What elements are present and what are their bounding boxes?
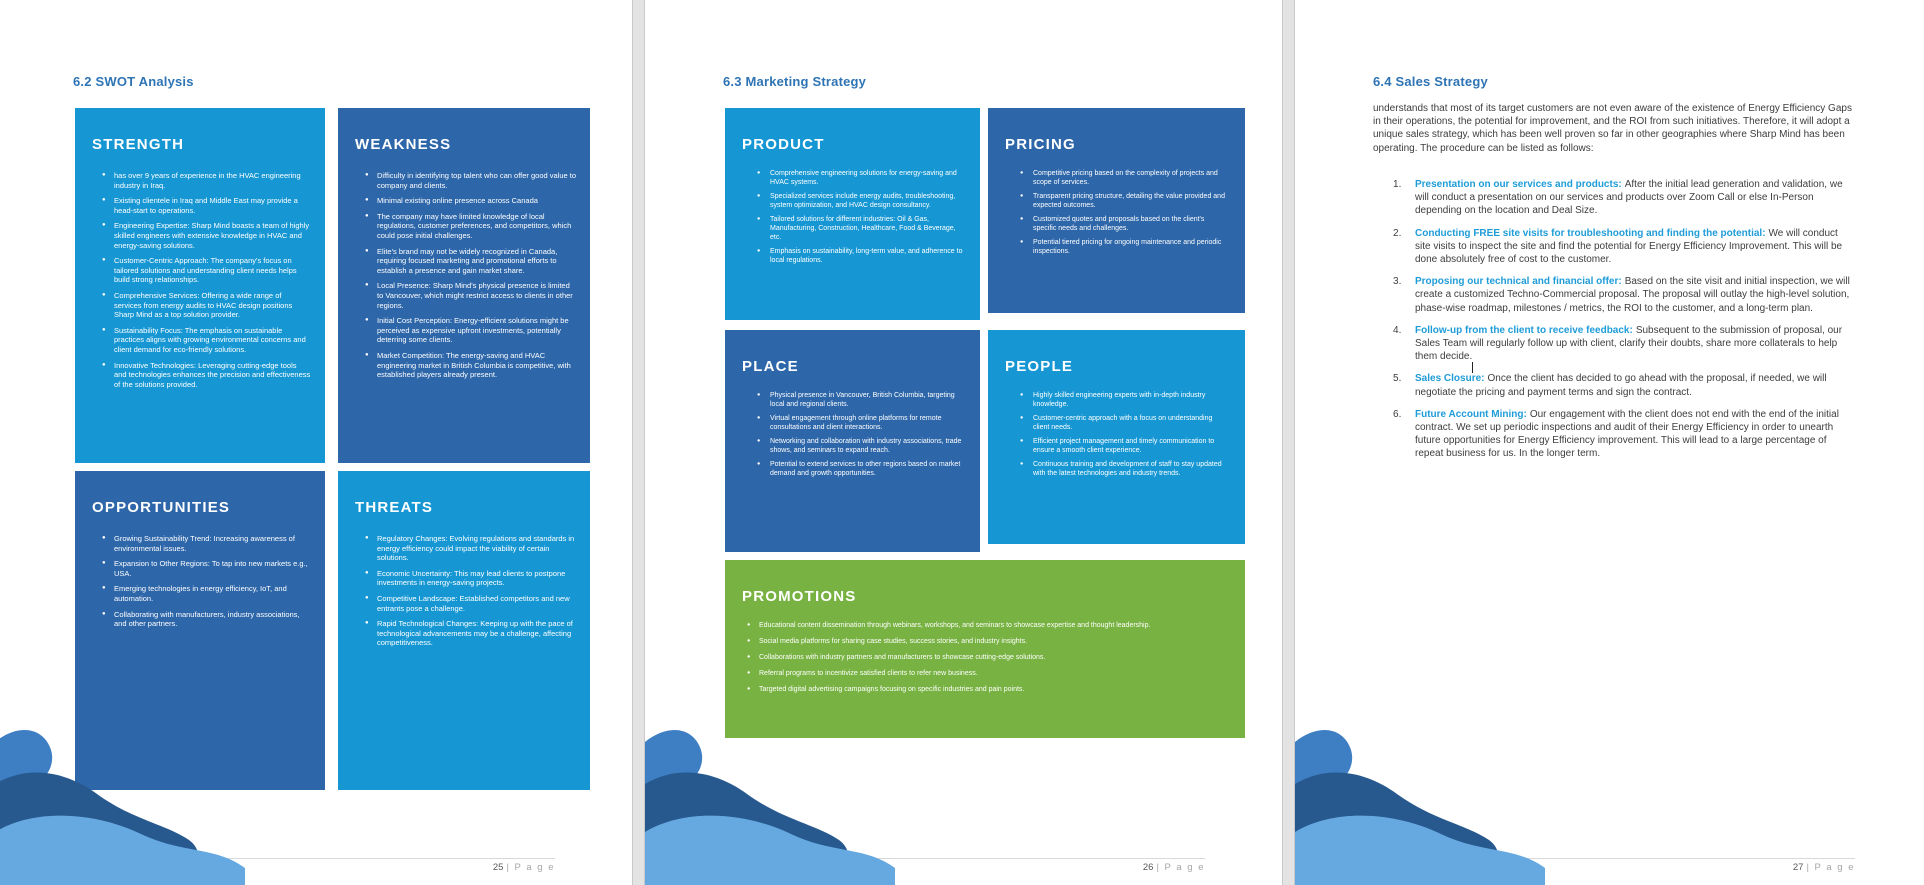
box-title: PRODUCT: [742, 136, 825, 153]
page-label: | P a g e: [1806, 862, 1855, 873]
bullet-list: [338, 171, 590, 380]
list-item: ● Growing Sustainability Trend: Increasing awareness of environmental issues.: [102, 534, 295, 553]
list-item: ● Potential tiered pricing for ongoing maintenance and periodic inspections.: [1020, 239, 1222, 255]
bullet-list: [988, 169, 1245, 256]
box-title: THREATS: [355, 499, 434, 516]
list-item: ● Competitive pricing based on the complexity of projects and scope of services.: [1020, 170, 1218, 186]
list-item: ● Targeted digital advertising campaigns focusing on specific industries and pain points.: [747, 686, 1025, 693]
bullet-icon: ●: [1020, 216, 1024, 222]
bullet-list: [725, 169, 980, 265]
intro-paragraph: understands that most of its target customers are not even aware of the existence of Energy Efficiency Gaps in their operations, the potential for improvement, and the ROI from such initiatives. Therefore, it will adopt a unique sales strategy, which has been well proven so far in other geographies where Sharp Mind has been operating. The procedure can be listed as follows:: [1373, 103, 1852, 154]
list-item: ● Emphasis on sustainability, long-term value, and adherence to local regulations.: [757, 248, 963, 264]
bullet-icon: ●: [757, 438, 761, 444]
bullet-icon: ●: [102, 610, 106, 617]
box-title: STRENGTH: [92, 136, 185, 153]
footer-divider: [1368, 858, 1855, 859]
box-title: PLACE: [742, 358, 799, 375]
bullet-icon: ●: [102, 291, 106, 298]
bullet-list: [725, 621, 1245, 694]
bullet-icon: ●: [1020, 239, 1024, 245]
bullet-icon: ●: [365, 247, 369, 254]
bullet-icon: ●: [1020, 461, 1024, 467]
list-item: ● Social media platforms for sharing case studies, success stories, and industry insights.: [747, 638, 1028, 645]
box-title: WEAKNESS: [355, 136, 452, 153]
list-item: ● Customer-centric approach with a focus on understanding client needs.: [1020, 415, 1213, 431]
bullet-icon: ●: [365, 172, 369, 178]
sales-step-item: [1393, 372, 1855, 398]
bullet-icon: ●: [365, 620, 369, 627]
bullet-icon: ●: [757, 193, 761, 199]
list-item: ● Comprehensive engineering solutions for energy-saving and HVAC systems.: [757, 170, 957, 186]
sales-step-item: [1393, 408, 1855, 461]
box-title: PEOPLE: [1005, 358, 1074, 375]
box-title: PROMOTIONS: [742, 588, 857, 605]
bullet-icon: ●: [365, 282, 369, 289]
list-item: ● Transparent pricing structure, detailing the value provided and expected outcomes.: [1020, 193, 1225, 209]
bullet-icon: ●: [1020, 392, 1024, 398]
bullet-icon: ●: [365, 212, 369, 219]
bullet-icon: ●: [757, 170, 761, 176]
list-item: ● Networking and collaboration with industry associations, trade shows, and seminars to expand reach.: [757, 438, 962, 454]
list-item: ● Competitive Landscape: Established competitors and new entrants pose a challenge.: [365, 593, 570, 613]
bullet-icon: ●: [747, 654, 751, 660]
page-gap: [1282, 0, 1295, 885]
list-item: ● Efficient project management and timely communication to ensure a smooth client experience.: [1020, 438, 1215, 454]
sales-step-item: [1393, 227, 1855, 267]
page-label: | P a g e: [1156, 862, 1205, 873]
step-body: Our engagement with the client does not end with the end of the initial contract. We set up periodic inspections and audit of their Energy Efficiency in order to unearth future opportunities for Energy Efficiency improvement. This will lead to a large percentage of repeat business for us. In the longer term.: [1415, 408, 1839, 460]
step-body: Based on the site visit and initial inspection, we will create a customized Techno-Commercial proposal. The proposal will outlay the high-level solution, phase-wise roadmap, milestones / metrics, the ROI to the customer, and a long-term plan.: [1415, 276, 1850, 314]
list-item: ● Potential to extend services to other regions based on market demand and growth opportunities.: [757, 461, 961, 477]
list-item: ● has over 9 years of experience in the HVAC engineering industry in Iraq.: [102, 171, 301, 190]
bullet-icon: ●: [102, 361, 106, 368]
step-body: After the initial lead generation and validation, we will conduct a presentation on our services and products over Zoom Call or else In-Person depending on the location and Deal Size.: [1415, 179, 1843, 217]
list-item: ● Customer-Centric Approach: The company's focus on tailored solutions and understanding client needs helps build strong relationships.: [102, 256, 297, 285]
marketing-product-box[interactable]: [725, 108, 980, 320]
bullet-icon: ●: [757, 415, 761, 421]
list-item: ● Collaborations with industry partners and manufacturers to showcase cutting-edge solutions.: [747, 654, 1046, 661]
list-item: ● The company may have limited knowledge of local regulations, customer preferences, and competitors, which could pose initial challenges.: [365, 211, 572, 240]
bullet-icon: ●: [102, 222, 106, 229]
bullet-icon: ●: [102, 257, 106, 264]
list-item: ● Educational content dissemination through webinars, workshops, and seminars to showcase expertise and thought leadership.: [747, 622, 1151, 629]
list-item: ● Minimal existing online presence across Canada: [365, 196, 538, 206]
step-lead: Follow-up from the client to receive feedback:: [1415, 324, 1633, 336]
list-item: ● Local Presence: Sharp Mind's physical presence is limited to Vancouver, which might restrict access to clients in other regions.: [365, 281, 573, 310]
bullet-icon: ●: [102, 172, 106, 178]
page-label: | P a g e: [506, 862, 555, 873]
bullet-icon: ●: [365, 317, 369, 324]
list-item: ● Customized quotes and proposals based on the client's specific needs and challenges.: [1020, 216, 1205, 232]
page-footer: [68, 862, 555, 873]
page-27[interactable]: [1295, 0, 1924, 885]
text-cursor: [1472, 362, 1473, 373]
corner-wave-decoration-icon: [645, 720, 895, 885]
box-title: OPPORTUNITIES: [92, 499, 231, 516]
step-body: Subsequent to the submission of proposal, our Sales Team will regularly follow up with client, clarify their doubts, share more collaterals to help them decide.: [1415, 324, 1843, 363]
page-number: 25: [492, 862, 504, 873]
bullet-icon: ●: [102, 326, 106, 333]
bullet-icon: ●: [365, 569, 369, 576]
page-26[interactable]: [645, 0, 1282, 885]
bullet-list: [75, 534, 325, 629]
page-number: 26: [1142, 862, 1154, 873]
bullet-icon: ●: [747, 686, 751, 692]
list-item: ● Rapid Technological Changes: Keeping up with the pace of technological advancements may be a challenge, affecting competitiveness.: [365, 619, 573, 648]
bullet-list: [725, 391, 980, 478]
swot-threats-box[interactable]: [338, 471, 590, 790]
step-lead: Sales Closure:: [1415, 373, 1485, 385]
marketing-pricing-box[interactable]: [988, 108, 1245, 313]
bullet-icon: ●: [747, 638, 751, 644]
swot-weakness-box[interactable]: [338, 108, 590, 463]
list-item: ● Referral programs to incentivize satisfied clients to refer new business.: [747, 670, 978, 677]
bullet-list: [988, 391, 1245, 478]
page-number: 27: [1792, 862, 1804, 873]
list-item: ● Market Competition: The energy-saving and HVAC engineering market in British Columbia is competitive, with established players already present.: [365, 350, 571, 380]
list-item: ● Specialized services include energy audits, troubleshooting, system optimization, and HVAC design consultancy.: [757, 193, 956, 209]
list-item: ● Expansion to Other Regions: To tap into new markets e.g., USA.: [102, 559, 308, 578]
list-item: ● Sustainability Focus: The emphasis on sustainable practices aligns with growing environmental concerns and client demand for eco-friendly solutions.: [102, 325, 306, 354]
sales-step-item: [1393, 324, 1855, 364]
list-item: ● Tailored solutions for different industries: Oil & Gas, Manufacturing, Construction, Healthcare, Food & Beverage, etc.: [757, 216, 956, 241]
list-item: ● Physical presence in Vancouver, British Columbia, targeting local and regional clients.: [757, 392, 955, 408]
corner-wave-decoration-icon: [1295, 720, 1545, 885]
sales-steps-list: [1393, 178, 1855, 470]
marketing-place-box[interactable]: [725, 330, 980, 552]
bullet-icon: ●: [365, 594, 369, 601]
list-item: ● Continuous training and development of staff to stay updated with the latest technologies and industry trends.: [1020, 461, 1222, 477]
bullet-icon: ●: [1020, 170, 1024, 176]
list-item: ● Highly skilled engineering experts with in-depth industry knowledge.: [1020, 392, 1206, 408]
bullet-icon: ●: [757, 461, 761, 467]
bullet-list: [75, 171, 325, 389]
list-item: ● Virtual engagement through online platforms for remote consultations and client interactions.: [757, 415, 942, 431]
box-title: PRICING: [1005, 136, 1076, 153]
sales-step-item: [1393, 275, 1855, 315]
page-25[interactable]: [0, 0, 632, 885]
bullet-icon: ●: [1020, 415, 1024, 421]
step-lead: Conducting FREE site visits for troubleshooting and finding the potential:: [1415, 227, 1766, 239]
bullet-icon: ●: [1020, 438, 1024, 444]
sales-step-item: [1393, 178, 1855, 218]
list-item: ● Collaborating with manufacturers, industry associations, and other partners.: [102, 609, 300, 629]
bullet-icon: ●: [365, 535, 369, 541]
page-title: 6.2 SWOT Analysis: [73, 74, 194, 89]
step-lead: Future Account Mining:: [1415, 408, 1527, 420]
list-item: ● Innovative Technologies: Leveraging cutting-edge tools and technologies enhances the precision and effectiveness of the solutions provided.: [102, 360, 311, 389]
bullet-list: [338, 534, 590, 648]
list-item: ● Elite's brand may not be widely recognized in Canada, requiring focused marketing and promotional efforts to establish a presence and gain market share.: [365, 246, 558, 275]
bullet-icon: ●: [365, 197, 369, 204]
list-item: ● Difficulty in identifying top talent who can offer good value to company and clients.: [365, 171, 577, 190]
page-gap: [632, 0, 645, 885]
bullet-icon: ●: [1020, 193, 1024, 199]
list-item: ● Comprehensive Services: Offering a wide range of services from energy audits to HVAC design positions Sharp Mind as a top solution provider.: [102, 290, 293, 320]
step-body: Once the client has decided to go ahead with the proposal, if needed, we will negotiate the pricing and payment terms and sign the contract.: [1415, 373, 1827, 398]
bullet-icon: ●: [757, 248, 761, 254]
list-item: ● Regulatory Changes: Evolving regulations and standards in energy efficiency could impact the viability of certain solutions.: [365, 534, 575, 563]
bullet-icon: ●: [365, 351, 369, 358]
bullet-icon: ●: [757, 216, 761, 222]
bullet-icon: ●: [747, 622, 751, 628]
footer-divider: [718, 858, 1205, 859]
list-item: ● Economic Uncertainty: This may lead clients to postpone investments in energy-saving projects.: [365, 568, 566, 588]
swot-strength-box[interactable]: [75, 108, 325, 463]
marketing-promotions-box[interactable]: [725, 560, 1245, 738]
step-lead: Proposing our technical and financial offer:: [1415, 276, 1622, 288]
page-title: 6.4 Sales Strategy: [1373, 74, 1488, 89]
bullet-icon: ●: [102, 560, 106, 567]
list-item: ● Initial Cost Perception: Energy-efficient solutions might be perceived as expensive upfront investments, potentially deterring some clients.: [365, 316, 569, 345]
page-footer: [1368, 862, 1855, 873]
bullet-icon: ●: [102, 197, 106, 204]
swot-opportunities-box[interactable]: [75, 471, 325, 790]
bullet-icon: ●: [102, 535, 106, 541]
page-footer: [718, 862, 1205, 873]
bullet-icon: ●: [102, 585, 106, 592]
list-item: ● Existing clientele in Iraq and Middle East may provide a head-start to operations.: [102, 196, 298, 215]
bullet-icon: ●: [747, 670, 751, 676]
list-item: ● Engineering Expertise: Sharp Mind boasts a team of highly skilled engineers with extensive knowledge in HVAC and energy-saving solutions.: [102, 221, 310, 250]
bullet-icon: ●: [757, 392, 761, 398]
step-lead: Presentation on our services and products:: [1415, 179, 1622, 190]
footer-divider: [68, 858, 555, 859]
marketing-people-box[interactable]: [988, 330, 1245, 544]
page-title: 6.3 Marketing Strategy: [723, 74, 867, 89]
step-body: We will conduct site visits to inspect the site and find the potential for Energy Efficiency Improvement. This will be done absolutely free of cost to the customer.: [1415, 227, 1843, 266]
list-item: ● Emerging technologies in energy efficiency, IoT, and automation.: [102, 584, 287, 603]
